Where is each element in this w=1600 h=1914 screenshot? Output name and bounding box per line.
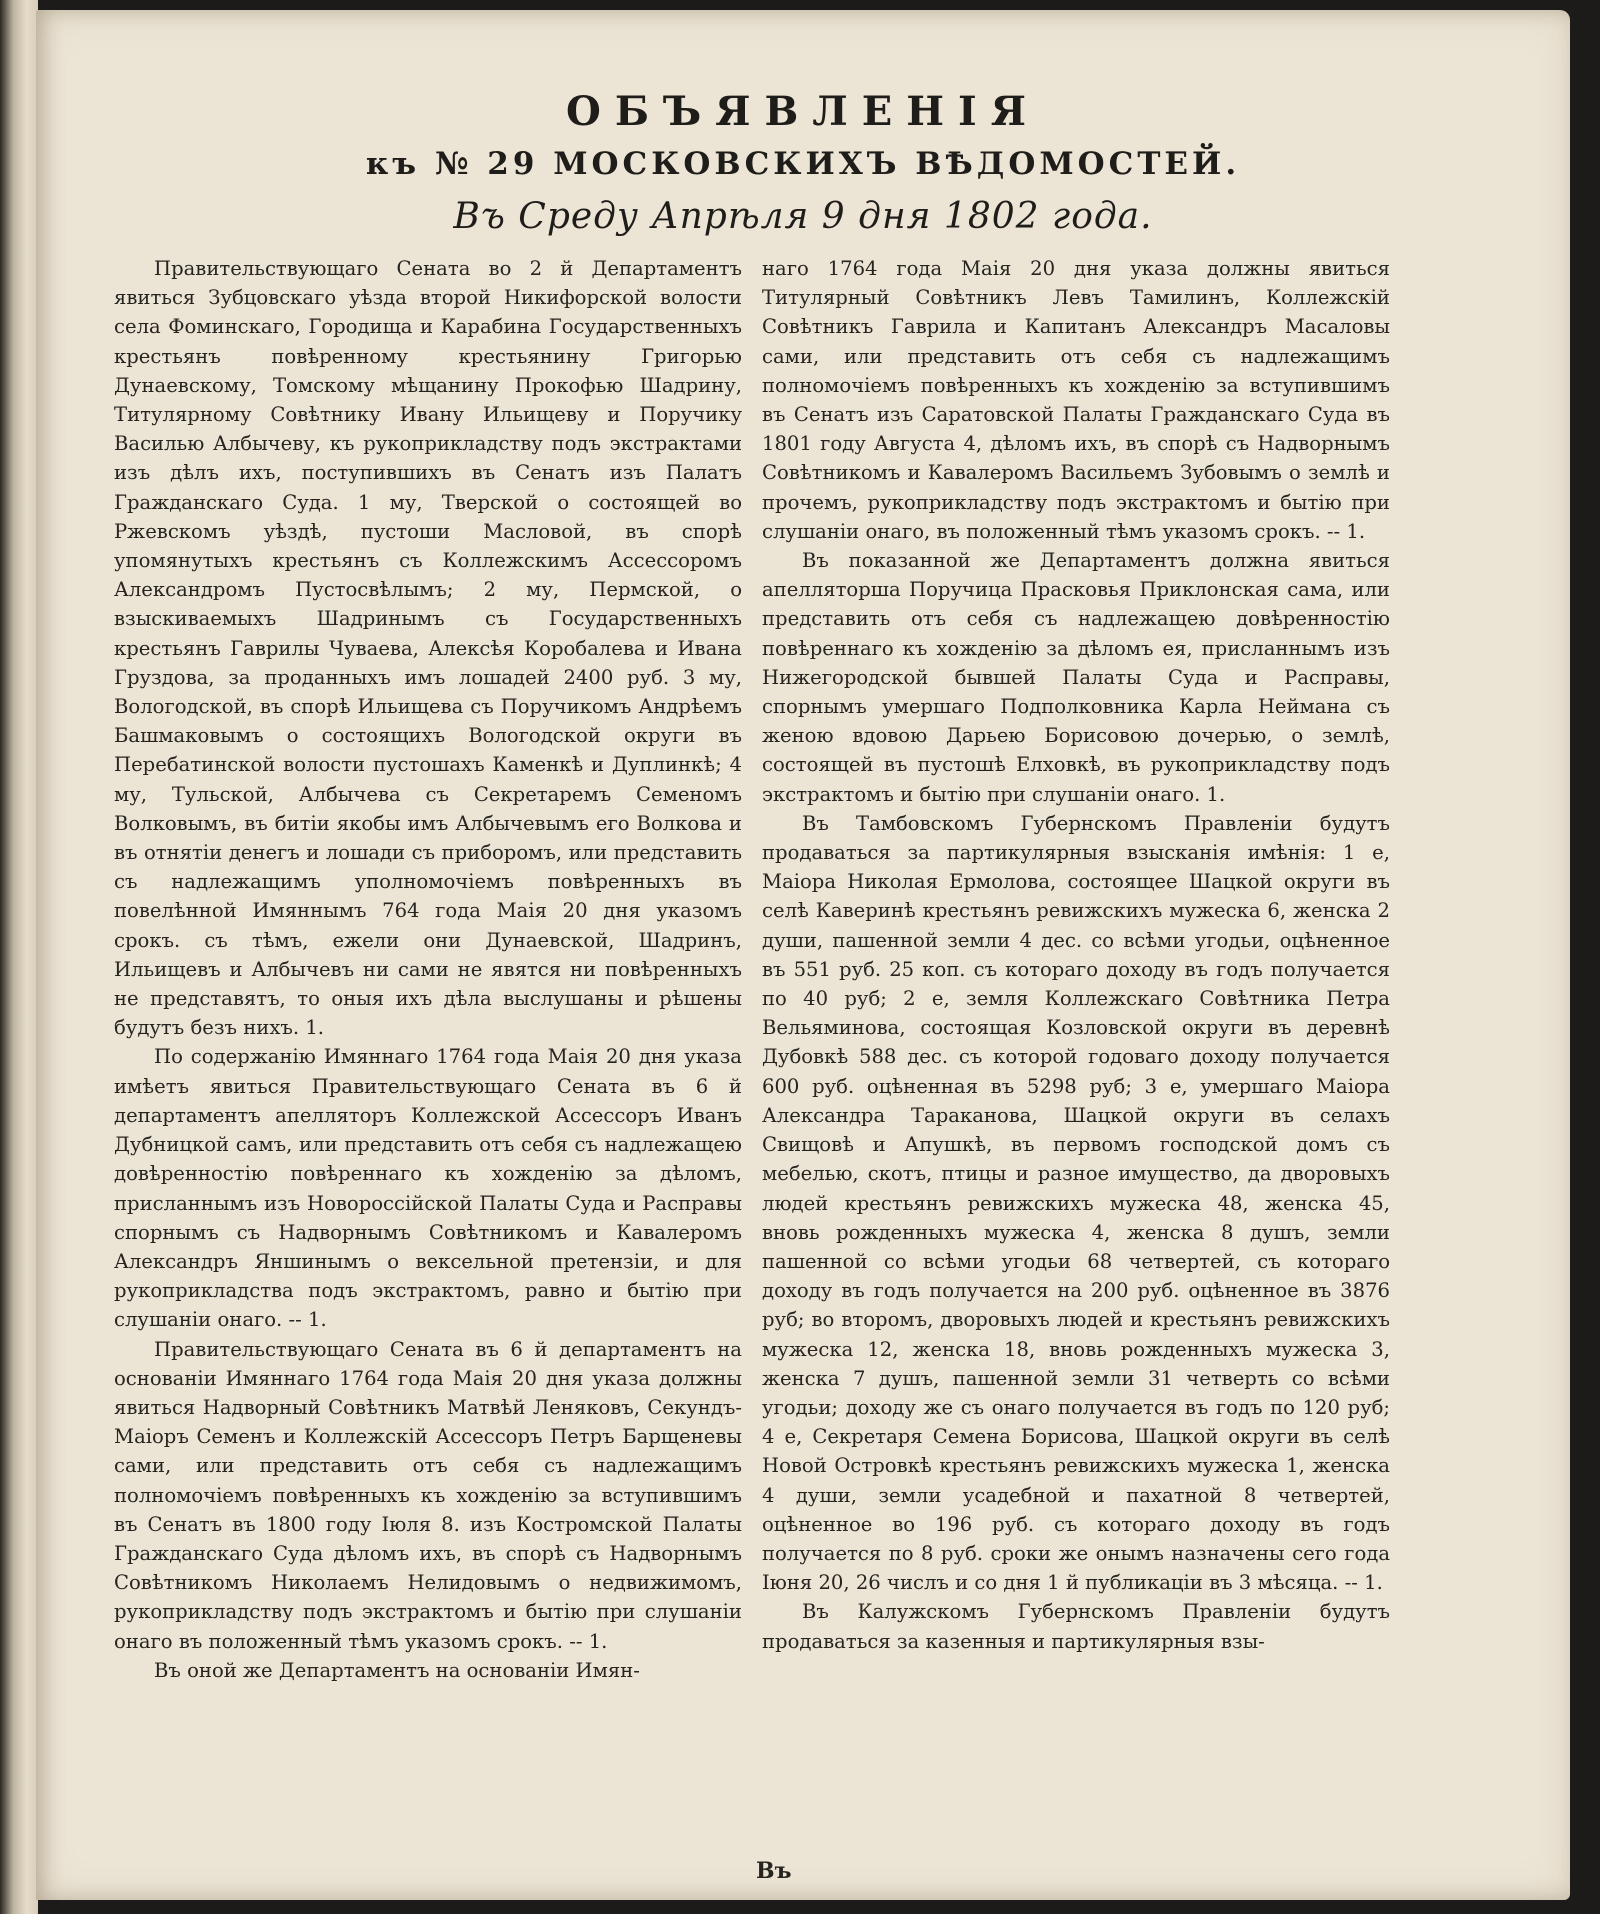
notice-paragraph: Правительствующаго Сената во 2 й Департаментъ явиться Зубцовскаго уѣзда второй Никифорской волости села Фоминскаго, Городища и Карабина Государственныхъ крестьянъ повѣренному крестьянину Григорью Дунаевскому, Томскому мѣщанину Прокофью Шадрину, Титулярному Совѣтнику Ивану Ильищеву и Поручику Василью Албычеву, къ рукоприкладству подъ экстрактами изъ дѣлъ ихъ, поступившихъ въ Сенатъ изъ Палатъ Гражданскаго Суда. 1 му, Тверской о состоящей во Ржевскомъ уѣздѣ, пустоши Масловой, въ спорѣ упомянутыхъ крестьянъ съ Коллежскимъ Ассессоромъ Александромъ Пустосвѣлымъ; 2 му, Пермской, о взыскиваемыхъ Шадринымъ съ Государственныхъ крестьянъ Гаврилы Чуваева, Алексѣя Коробалева и Ивана Груздова, за проданныхъ имъ лошадей 2400 руб. 3 му, Вологодской, въ спорѣ Ильищева съ Поручикомъ Андрѣемъ Башмаковымъ о состоящихъ Вологодской округи въ Перебатинской волости пустошахъ Каменкѣ и Дуплинкѣ; 4 му, Тульской, Албычева съ Секретаремъ Семеномъ Волковымъ, въ битіи якобы имъ Албычевымъ его Волкова и въ отнятіи денегъ и лошади съ приборомъ, или представить съ надлежащимъ уполномочіемъ повѣренныхъ въ повелѣнной Имяннымъ 764 года Маія 20 дня указомъ срокъ. съ тѣмъ, ежели они Дунаевской, Шадринъ, Ильищевъ и Албычевъ ни сами не явятся ни повѣренныхъ не представятъ, то оныя ихъ дѣла выслушаны и рѣшены будутъ безъ нихъ. 1.	[114, 257, 742, 1040]
notice-paragraph: Правительствующаго Сената въ 6 й департаментъ на основаніи Имяннаго 1764 года Маія 20 дня указа должны явиться Надворный Совѣтникъ Матвѣй Леняковъ, Секундъ-Маіоръ Семенъ и Коллежскій Ассессоръ Петръ Барщеневы сами, или представить отъ себя съ надлежащимъ полномочіемъ повѣренныхъ къ хожденію за вступившимъ въ Сенатъ въ 1800 году Іюля 8. изъ Костромской Палаты Гражданскаго Суда дѣломъ ихъ, въ спорѣ съ Надворнымъ Совѣтникомъ Николаемъ Нелидовымъ о недвижимомъ, рукоприкладству подъ экстрактомъ и бытію при слушаніи онаго въ положенный тѣмъ указомъ срокъ. -- 1.	[114, 1337, 742, 1653]
right-column	[762, 254, 1390, 1656]
newspaper-page	[36, 10, 1570, 1900]
issue-date: Въ Среду Апрѣля 9 дня 1802 года.	[453, 196, 1153, 237]
adjacent-page-edge	[0, 0, 38, 1914]
page-subtitle: къ № 29 МОСКОВСКИХЪ ВѢДОМОСТЕЙ.	[365, 146, 1241, 182]
left-column	[114, 254, 742, 1685]
notice-paragraph: Въ Тамбовскомъ Губернскомъ Правленіи будутъ продаваться за партикулярныя взысканія имѣнія: 1 е, Маіора Николая Ермолова, состоящее Шацкой округи въ селѣ Каверинѣ крестьянъ ревижскихъ мужеска 6, женска 2 души, пашенной земли 4 дес. со всѣми угодьи, оцѣненное въ 551 руб. 25 коп. съ котораго доходу въ годъ получается по 40 руб; 2 е, земля Коллежскаго Совѣтника Петра Вельяминова, состоящая Козловской округи въ деревнѣ Дубовкѣ 588 дес. съ которой годоваго доходу получается 600 руб. оцѣненная въ 5298 руб; 3 е, умершаго Маіора Александра Тараканова, Шацкой округи въ селахъ Свищовѣ и Апушкѣ, въ первомъ господской домъ съ мебелью, скотъ, птицы и разное имущество, да дворовыхъ людей крестьянъ ревижскихъ мужеска 48, женска 45, вновь рожденныхъ мужеска 4, женска 8 душъ, земли пашенной со всѣми угодьи 68 четвертей, съ котораго доходу въ годъ получается на 200 руб. оцѣненное въ 3876 руб; во второмъ, дворовыхъ людей и крестьянъ ревижскихъ мужеска 12, женска 18, вновь рожденныхъ мужеска 3, женска 7 душъ, пашенной земли 31 четверть со всѣми угодьи; доходу же съ онаго получается въ годъ по 120 руб; 4 е, Секретаря Семена Борисова, Шацкой округи въ селѣ Новой Островкѣ крестьянъ ревижскихъ мужеска 1, женска 4 души, земли усадебной и пахатной 8 четвертей, оцѣненное во 196 руб. съ котораго доходу въ годъ получается по 8 руб. сроки же онымъ назначены сего года Іюня 20, 26 числъ и со дня 1 й публикаціи въ 3 мѣсяца. -- 1.	[762, 811, 1390, 1595]
notice-paragraph: Въ показанной же Департаментъ должна явиться апелляторша Поручица Прасковья Приклонская сама, или представить отъ себя съ надлежащею довѣренностію повѣреннаго къ хожденію за дѣломъ ея, присланнымъ изъ Нижегородской бывшей Палаты Суда и Расправы, спорнымъ умершаго Подполковника Карла Неймана съ женою вдовою Дарьею Борисовою дочерью, о землѣ, состоящей въ пустошѣ Елховкѣ, въ рукоприкладству подъ экстрактомъ и бытію при слушаніи онаго. 1.	[762, 549, 1390, 806]
notice-paragraph-continued: наго 1764 года Маія 20 дня указа должны явиться Титулярный Совѣтникъ Левъ Тамилинъ, Коллежскій Совѣтникъ Гаврила и Капитанъ Александръ Масаловы сами, или представить отъ себя съ надлежащимъ полномочіемъ повѣренныхъ къ хожденію за вступившимъ въ Сенатъ изъ Саратовской Палаты Гражданскаго Суда въ 1801 году Августа 4, дѣломъ ихъ, въ спорѣ съ Надворнымъ Совѣтникомъ и Кавалеромъ Васильемъ Зубовымъ о землѣ и прочемъ, рукоприкладству подъ экстрактомъ и бытію при слушаніи онаго, въ положенный тѣмъ указомъ срокъ. -- 1.	[762, 257, 1390, 543]
catchword: Въ	[756, 1858, 792, 1884]
notice-paragraph: Въ оной же Департаментъ на основаніи Имян-	[154, 1658, 640, 1682]
page-title: ОБЪЯВЛЕНІЯ	[565, 88, 1040, 135]
notice-paragraph: По содержанію Имяннаго 1764 года Маія 20 дня указа имѣетъ явиться Правительствующаго Сената въ 6 й департаментъ апелляторъ Коллежской Ассессоръ Иванъ Дубницкой самъ, или представить отъ себя съ надлежащею довѣренностію повѣреннаго къ хожденію за дѣломъ, присланнымъ изъ Новороссійской Палаты Суда и Расправы спорнымъ съ Надворнымъ Совѣтникомъ и Кавалеромъ Александръ Яншинымъ о вексельной претензіи, и для рукоприкладства подъ экстрактомъ, равно и бытію при слушаніи онаго. -- 1.	[114, 1045, 742, 1332]
notice-paragraph: Въ Калужскомъ Губернскомъ Правленіи будутъ продаваться за казенныя и партикулярныя взы-	[762, 1600, 1390, 1653]
